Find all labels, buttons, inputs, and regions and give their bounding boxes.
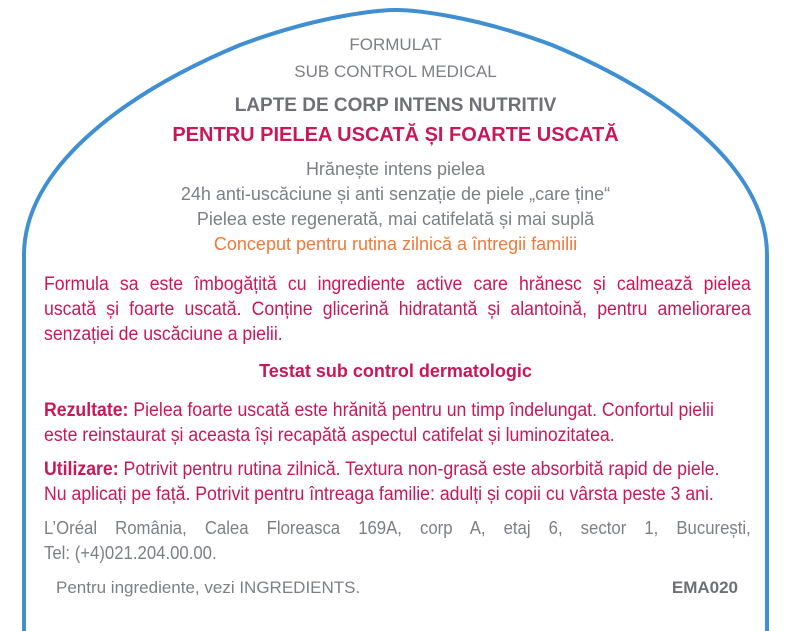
results-line-1: Pielea foarte uscată este hrănită pentru un timp îndelungat. Confortul pielii <box>128 400 714 421</box>
claim-4: Conceput pentru rutina zilnică a întregii familii <box>213 234 578 254</box>
results-line-2: este reinstaurat și aceasta își recapătă aspectul catifelat și luminozitatea. <box>44 425 615 446</box>
ingredients-note: Pentru ingrediente, vezi INGREDIENTS. <box>56 578 361 597</box>
results-label: Rezultate: <box>44 400 129 421</box>
formula-line-2: uscată și foarte uscată. Conține glicerină hidratantă și alantoină, pentru ameliorarea <box>44 299 751 320</box>
formula-line-1: Formula sa este îmbogățită cu ingrediente active care hrănesc și calmează pielea <box>44 274 751 295</box>
results-paragraph <box>44 398 751 448</box>
product-target: PENTRU PIELEA USCATĂ ȘI FOARTE USCATĂ <box>172 124 619 146</box>
tested-heading: Testat sub control dermatologic <box>259 361 532 381</box>
header-line-1: FORMULAT <box>349 35 442 54</box>
product-code: EMA020 <box>671 578 738 597</box>
usage-line-1: Potrivit pentru rutina zilnică. Textura non-grasă este absorbită rapid de piele. <box>118 459 720 480</box>
usage-label: Utilizare: <box>44 459 119 480</box>
header-line-2: SUB CONTROL MEDICAL <box>294 62 497 81</box>
formula-paragraph <box>44 272 751 347</box>
claim-3: Pielea este regenerată, mai catifelată și mai suplă <box>196 209 595 229</box>
product-name: LAPTE DE CORP INTENS NUTRITIV <box>234 95 557 116</box>
address-line-2: Tel: (+4)021.204.00.00. <box>44 543 217 563</box>
claim-2: 24h anti-uscăciune și anti senzație de piele „care ține“ <box>180 184 611 204</box>
usage-line-2: Nu aplicați pe față. Potrivit pentru întreaga familie: adulți și copii cu vârsta peste 3 ani. <box>44 484 714 505</box>
address-block <box>44 516 751 566</box>
usage-paragraph <box>44 457 751 507</box>
formula-line-3: senzației de uscăciune a pielii. <box>44 324 283 345</box>
address-line-1: L’Oréal România, Calea Floreasca 169A, corp A, etaj 6, sector 1, București, <box>44 518 751 538</box>
claim-1: Hrănește intens pielea <box>305 159 486 179</box>
